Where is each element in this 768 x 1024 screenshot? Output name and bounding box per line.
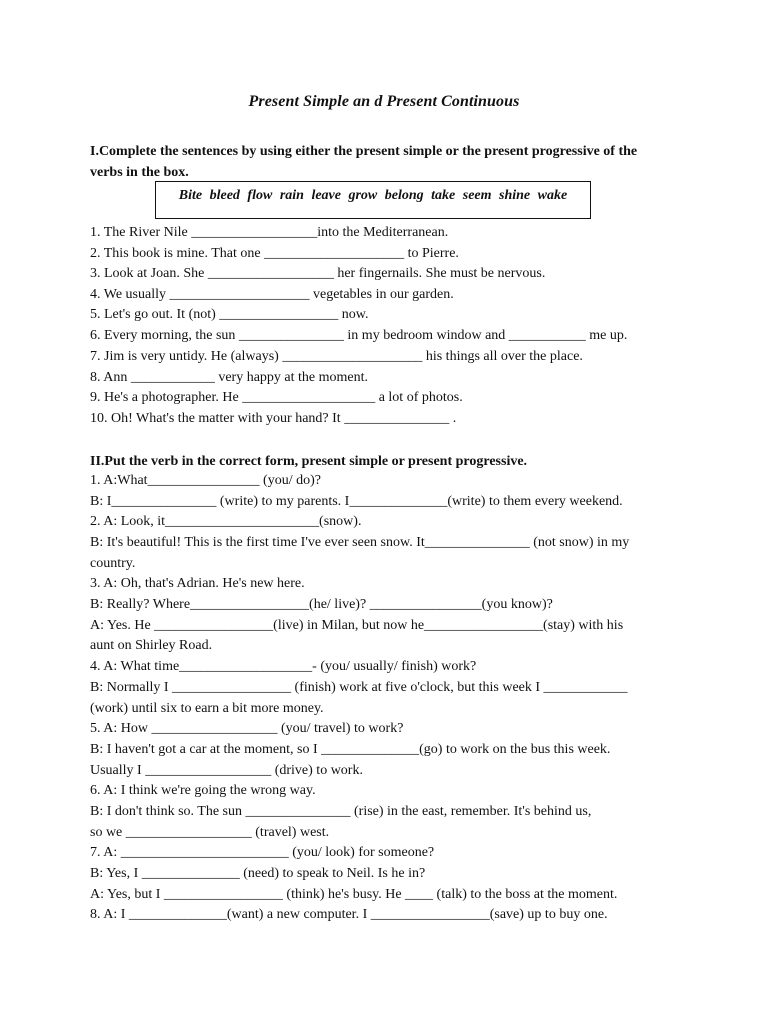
- section-2-heading: II.Put the verb in the correct form, present simple or present progressive.: [90, 454, 528, 469]
- section-1-heading-line-1: I.Complete the sentences by using either the present simple or the present progressive of the: [90, 144, 638, 159]
- exercise-2-line: B: Yes, I ______________ (need) to speak to Neil. Is he in?: [90, 866, 426, 881]
- exercise-1-line: 3. Look at Joan. She __________________ her fingernails. She must be nervous.: [90, 266, 546, 281]
- exercise-1-line: 6. Every morning, the sun _______________ in my bedroom window and ___________ me up.: [90, 328, 628, 343]
- exercise-2-line: 4. A: What time___________________- (you/ usually/ finish) work?: [90, 659, 477, 674]
- exercise-2-line: B: I haven't got a car at the moment, so I ______________(go) to work on the bus this week.: [90, 742, 611, 757]
- exercise-2-line: Usually I __________________ (drive) to work.: [90, 763, 363, 778]
- exercise-1-line: 4. We usually ____________________ vegetables in our garden.: [90, 287, 454, 302]
- exercise-2-line: A: Yes. He _________________(live) in Milan, but now he_________________(stay) with his: [90, 618, 624, 633]
- exercise-2-line: (work) until six to earn a bit more money.: [90, 701, 324, 716]
- exercise-1-line: 2. This book is mine. That one ____________________ to Pierre.: [90, 246, 459, 261]
- exercise-2-line: B: I_______________ (write) to my parents. I______________(write) to them every weekend.: [90, 494, 623, 509]
- exercise-2-line: 1. A:What________________ (you/ do)?: [90, 473, 321, 488]
- page-title: Present Simple an d Present Continuous: [248, 93, 520, 110]
- exercise-2-line: B: It's beautiful! This is the first time I've ever seen snow. It_______________ (not snow) in my: [90, 535, 630, 550]
- exercise-1-line: 10. Oh! What's the matter with your hand? It _______________ .: [90, 411, 457, 426]
- exercise-2-line: A: Yes, but I _________________ (think) he's busy. He ____ (talk) to the boss at the moment.: [90, 887, 618, 902]
- exercise-1-line: 7. Jim is very untidy. He (always) ____________________ his things all over the place.: [90, 349, 583, 364]
- exercise-1-line: 5. Let's go out. It (not) _________________ now.: [90, 307, 369, 322]
- exercise-2-line: 8. A: I ______________(want) a new computer. I _________________(save) up to buy one.: [90, 907, 608, 922]
- exercise-2-line: B: Normally I _________________ (finish) work at five o'clock, but this week I ____________: [90, 680, 628, 695]
- section-1-heading-line-2: verbs in the box.: [90, 165, 189, 180]
- exercise-2-line: B: I don't think so. The sun _______________ (rise) in the east, remember. It's behind us,: [90, 804, 592, 819]
- exercise-2-line: 6. A: I think we're going the wrong way.: [90, 783, 316, 798]
- exercise-2-line: 2. A: Look, it______________________(snow).: [90, 514, 362, 529]
- exercise-2-line: 7. A: ________________________ (you/ look) for someone?: [90, 845, 435, 860]
- exercise-2-line: 5. A: How __________________ (you/ travel) to work?: [90, 721, 404, 736]
- exercise-2-line: 3. A: Oh, that's Adrian. He's new here.: [90, 576, 305, 591]
- exercise-1-line: 8. Ann ____________ very happy at the moment.: [90, 370, 369, 385]
- exercise-1-line: 1. The River Nile __________________into the Mediterranean.: [90, 225, 449, 240]
- exercise-2-line: aunt on Shirley Road.: [90, 638, 213, 653]
- section-1-heading: [90, 141, 690, 183]
- verb-box: Bite bleed flow rain leave grow belong take seem shine wake: [155, 181, 591, 219]
- exercise-2-line: so we __________________ (travel) west.: [90, 825, 330, 840]
- exercise-2-line: B: Really? Where_________________(he/ live)? ________________(you know)?: [90, 597, 553, 612]
- exercise-2-line: country.: [90, 556, 136, 571]
- exercise-1-line: 9. He's a photographer. He ___________________ a lot of photos.: [90, 390, 463, 405]
